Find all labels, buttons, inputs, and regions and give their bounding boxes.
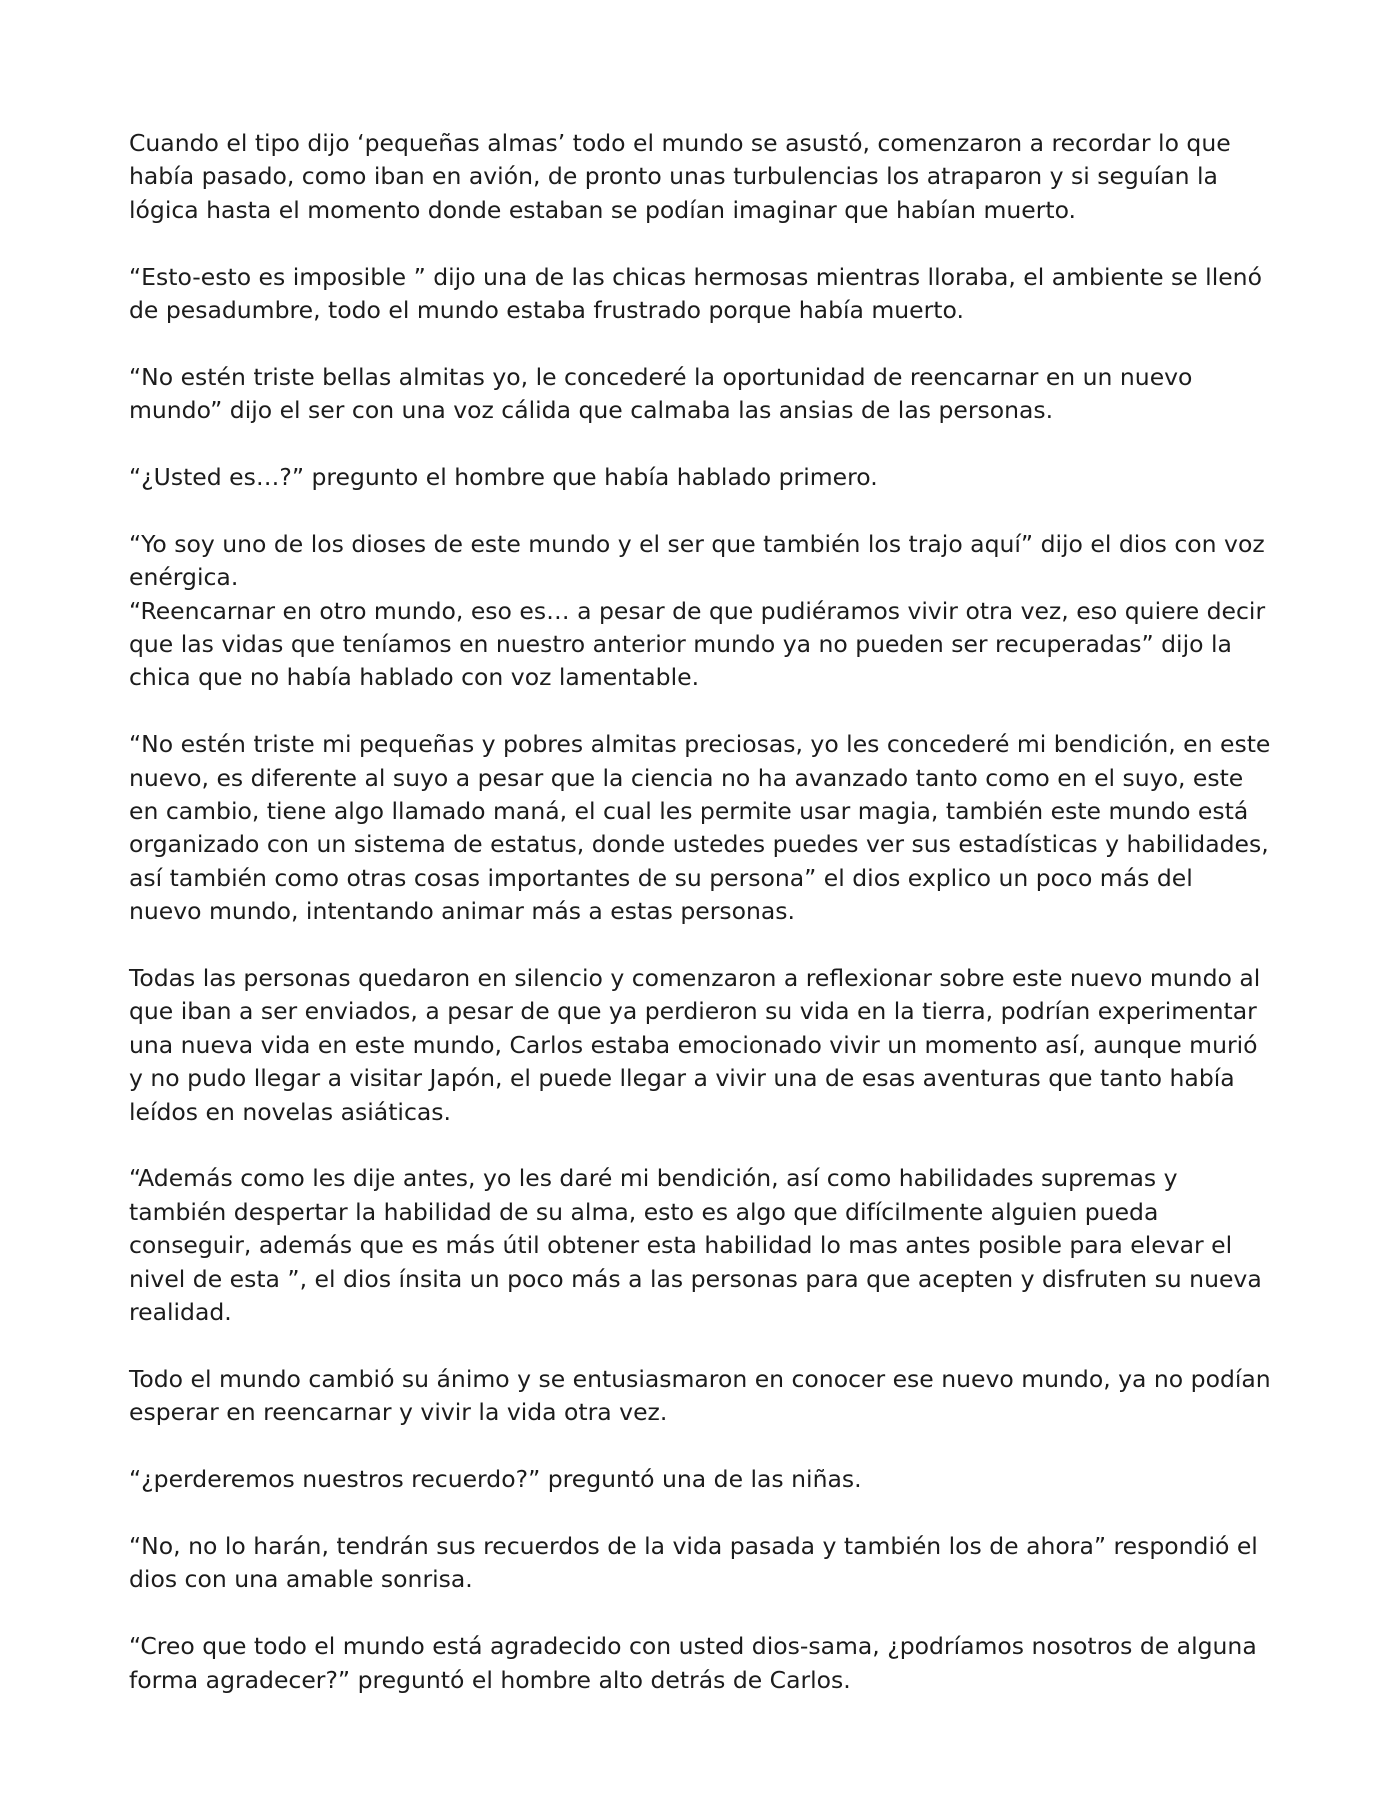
paragraph-4: “¿Usted es…?” pregunto el hombre que había hablado primero. [129,463,878,492]
document-body [129,127,1271,1697]
paragraph-9: “Además como les dije antes, yo les daré mi bendición, así como habilidades supremas y también despertar la habilidad de su alma, esto es algo que difícilmente alguien pueda conseguir, además que es más útil obtener esta habilidad lo mas antes posible para elevar el nivel de esta ”, el dios ínsita un poco más a las personas para que acepten y disfruten su nueva realidad. [129,1164,1262,1327]
paragraph-10: Todo el mundo cambió su ánimo y se entusiasmaron en conocer ese nuevo mundo, ya no podían esperar en reencarnar y vivir la vida otra vez. [129,1364,1271,1427]
paragraph-6: “Reencarnar en otro mundo, eso es… a pesar de que pudiéramos vivir otra vez, eso quiere decir que las vidas que teníamos en nuestro anterior mundo ya no pueden ser recuperadas” dijo la chica que no había hablado con voz lamentable. [129,596,1266,692]
paragraph-7: “No estén triste mi pequeñas y pobres almitas preciosas, yo les concederé mi bendición, en este nuevo, es diferente al suyo a pesar que la ciencia no ha avanzado tanto como en el suyo, este en cambio, tiene algo llamado maná, el cual les permite usar magia, también este mundo está organizado con un sistema de estatus, donde ustedes puedes ver sus estadísticas y habilidades, así también como otras cosas importantes de su persona” el dios explico un poco más del nuevo mundo, intentando animar más a estas personas. [129,730,1271,926]
paragraph-5: “Yo soy uno de los dioses de este mundo y el ser que también los trajo aquí” dijo el dios con voz enérgica. [129,529,1265,592]
paragraph-1: Cuando el tipo dijo ‘pequeñas almas’ todo el mundo se asustó, comenzaron a recordar lo que había pasado, como iban en avión, de pronto unas turbulencias los atraparon y si seguían la lógica hasta el momento donde estaban se podían imaginar que habían muerto. [129,129,1231,224]
paragraph-2: “Esto-esto es imposible ” dijo una de las chicas hermosas mientras lloraba, el ambiente se llenó de pesadumbre, todo el mundo estaba frustrado porque había muerto. [129,262,1262,325]
paragraph-12: “No, no lo harán, tendrán sus recuerdos de la vida pasada y también los de ahora” respondió el dios con una amable sonrisa. [129,1531,1258,1594]
paragraph-13: “Creo que todo el mundo está agradecido con usted dios-sama, ¿podríamos nosotros de alguna forma agradecer?” preguntó el hombre alto detrás de Carlos. [129,1632,1257,1694]
paragraph-11: “¿perderemos nuestros recuerdo?” preguntó una de las niñas. [129,1465,862,1494]
paragraph-8: Todas las personas quedaron en silencio y comenzaron a reflexionar sobre este nuevo mundo al que iban a ser enviados, a pesar de que ya perdieron su vida en la tierra, podrían experimentar una nueva vida en este mundo, Carlos estaba emocionado vivir un momento así, aunque murió y no pudo llegar a visitar Japón, el puede llegar a vivir una de esas aventuras que tanto había leídos en novelas asiáticas. [129,964,1261,1126]
paragraph-3: “No estén triste bellas almitas yo, le concederé la oportunidad de reencarnar en un nuevo mundo” dijo el ser con una voz cálida que calmaba las ansias de las personas. [129,362,1193,425]
